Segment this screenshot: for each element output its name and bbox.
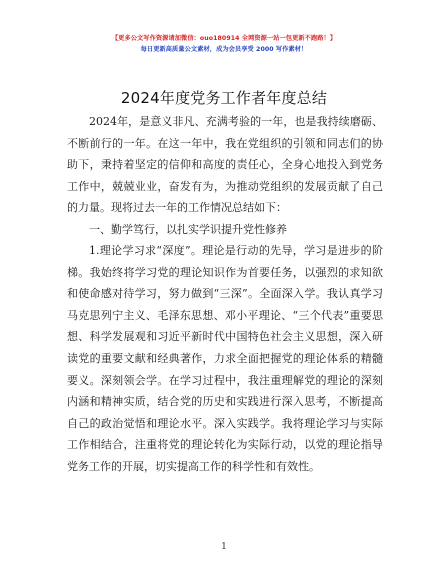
promo-banner-line2: 每日更新高质量公文素材，成为会员享受 2000 写作素材！ (140, 46, 308, 53)
section-heading: 一、勤学笃行，以扎实学识提升党性修养 (89, 223, 287, 236)
page-number: 1 (221, 542, 227, 552)
body-paragraph: 1.理论学习求“深度”。理论是行动的先导，学习是进步的阶梯。我始终将学习党的理论知识作为首要任务，以强烈的求知欲和使命感对待学习，努力做到“三深”。全面深入学。我认真学习马克思列宁主义、毛泽东思想、邓小平理论、“三个代表”重要思想、科学发展观和习近平新时代中国特色社会主义思想，深入研读党的重要文献和经典著作，力求全面把握党的理论体系的精髓要义。深刻领会学。在学习过程中，我注重理解党的理论的深刻内涵和精神实质，结合党的历史和实践进行深入思考，不断提高自己的政治觉悟和理论水平。深入实践学。我将理论学习与实际工作相结合，注重将党的理论转化为实际行动，以党的理论指导党务工作的开展，切实提高工作的科学性和有效性。 (67, 244, 383, 473)
document-title: 2024年度党务工作者年度总结 (120, 89, 328, 107)
intro-paragraph: 2024年，是意义非凡、充满考验的一年，也是我持续磨砺、不断前行的一年。在这一年中，我在党组织的引领和同志们的协助下，秉持着坚定的信仰和高度的责任心，全身心地投入到党务工作中，兢兢业业，奋发有为，为推动党组织的发展贡献了自己的力量。现将过去一年的工作情况总结如下： (67, 115, 383, 215)
promo-banner-line1: 【更多公文写作资源请加微信：ouo180914 全网资源一站一包更新不跑路！】 (111, 35, 337, 42)
